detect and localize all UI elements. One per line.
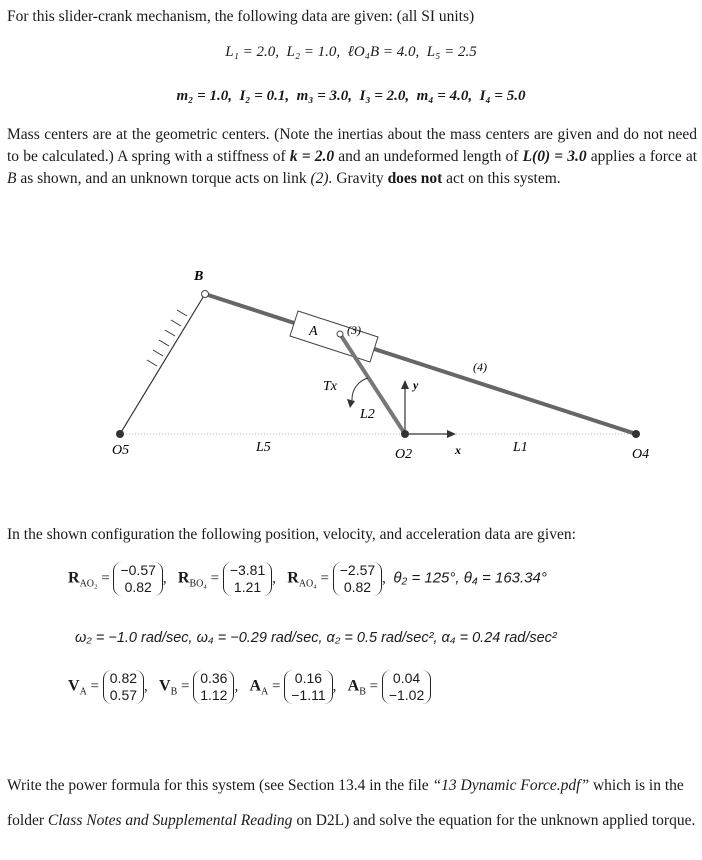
V-B-vector <box>193 670 234 704</box>
V-A-sub: A <box>79 686 87 698</box>
given-masses <box>0 88 702 105</box>
para1-text-e: Gravity <box>336 170 384 187</box>
problem-paragraph <box>7 124 697 190</box>
inertia-I3: I₃ = 2.0, <box>359 88 410 104</box>
inertia-I2: I₂ = 0.1, <box>239 88 290 104</box>
R-AO2-sub: AO₂ <box>79 578 98 590</box>
slider-block <box>290 311 378 362</box>
spring-stiffness: k = 2.0 <box>289 148 335 165</box>
closing-paragraph <box>7 768 697 838</box>
x-arrow <box>447 430 456 438</box>
vel-acc-row: $V_A$ = 0.82 0.57 , $V_B$ = 0.36 1.12 , $A_A$ = 0.16 −1.11 , $A_B$ = 0.04 −1.02 <box>68 670 431 704</box>
para1-text-b: and an undeformed length of <box>338 148 519 165</box>
torque-arc <box>352 378 368 400</box>
folder-reference: Class Notes and Supplemental Reading <box>47 812 293 829</box>
A-A-x: 0.16 <box>294 670 323 686</box>
para1-text-a: Mass centers are at the geometric centers. (Note the inertias about the mass centers are given and do not need to be calculated.) A spring with a stiffness of <box>7 126 697 165</box>
ground-O4 <box>632 430 640 438</box>
para1-text-c: applies a force at <box>590 148 698 165</box>
A-B-vector <box>382 670 431 704</box>
R-AO2-vector <box>113 562 162 596</box>
spring <box>120 294 205 434</box>
undeformed-length: L(0) = 3.0 <box>522 148 587 165</box>
R-BO4-sub: BO₄ <box>189 578 207 590</box>
closing-text-c: on D2L) and solve the equation for the unknown applied torque. <box>296 812 696 829</box>
label-O2: O2 <box>395 447 413 462</box>
label-B: B <box>194 269 204 284</box>
A-B-x: 0.04 <box>392 670 421 686</box>
inertia-I4: I₄ = 5.0 <box>479 88 526 104</box>
V-B-y: 1.12 <box>200 687 228 703</box>
A-A-y: −1.11 <box>291 687 326 703</box>
label-L1: L1 <box>513 440 528 455</box>
mass-m4: m₄ = 4.0, <box>416 88 473 104</box>
label-L5: L5 <box>256 440 271 455</box>
label-link4: (4) <box>473 360 487 374</box>
A-B-label: A <box>347 677 360 695</box>
R-BO4-label: R <box>177 569 190 587</box>
R-AO4-label: R <box>287 569 299 587</box>
R-AO2-y: 0.82 <box>124 579 152 595</box>
pin-B <box>202 291 209 298</box>
R-AO4-vector <box>333 562 382 596</box>
R-AO2-x: −0.57 <box>120 562 156 578</box>
does-not-emphasis: does not <box>387 170 443 187</box>
y-arrow <box>401 380 409 389</box>
label-Tx: Tx <box>323 379 337 394</box>
label-link3: (3) <box>347 323 361 337</box>
length-L5: L₅ = 2.5 <box>426 44 477 60</box>
label-O5: O5 <box>112 443 130 458</box>
A-A-label: A <box>249 677 262 695</box>
position-row: $R_{AO_2}$ = −0.57 0.82 , $R_{BO_4}$ = −3.81 1.21 , $R_{AO_4}$ = −2.57 0.82 , θ₂ = 125°, θ₄ = 163.34° <box>68 562 547 595</box>
R-AO2-label: R <box>68 569 80 587</box>
label-x: x <box>455 443 461 457</box>
para1-text-f: act on this system. <box>446 170 561 187</box>
theta-values: θ₂ = 125°, θ₄ = 163.34° <box>393 569 547 587</box>
V-A-vector <box>103 670 144 704</box>
V-B-x: 0.36 <box>200 670 228 686</box>
R-BO4-vector <box>223 562 272 596</box>
angular-rates: ω₂ = −1.0 rad/sec, ω₄ = −0.29 rad/sec, α₂ = 0.5 rad/sec², α₄ = 0.24 rad/sec² <box>75 630 557 646</box>
para1-text-d: as shown, and an unknown torque acts on link <box>20 170 307 187</box>
V-B-sub: B <box>170 686 178 698</box>
A-B-y: −1.02 <box>388 687 425 703</box>
A-B-sub: B <box>359 686 366 698</box>
label-A: A <box>309 324 318 339</box>
point-B-ref: B <box>7 170 17 187</box>
V-A-y: 0.57 <box>109 687 138 703</box>
V-A-x: 0.82 <box>109 670 138 686</box>
R-AO4-y: 0.82 <box>343 579 372 595</box>
R-BO4-y: 1.21 <box>233 579 262 595</box>
pin-A <box>337 331 343 337</box>
V-A-label: V <box>68 677 80 695</box>
mass-m2: m₂ = 1.0, <box>176 88 232 104</box>
length-L2: L₂ = 1.0, <box>286 44 341 60</box>
mechanism-diagram <box>0 258 702 473</box>
R-AO4-x: −2.57 <box>339 562 376 578</box>
link-ref: (2). <box>310 170 333 187</box>
closing-text-b: which is in the folder <box>7 777 684 829</box>
config-intro: In the shown configuration the following position, velocity, and acceleration data are given: <box>7 526 576 543</box>
length-L1: L₁ = 2.0, <box>225 44 279 60</box>
closing-text-a: Write the power formula for this system (see Section 13.4 in the file <box>7 777 429 794</box>
link-4 <box>205 294 636 434</box>
intro-text: For this slider-crank mechanism, the following data are given: (all SI units) <box>7 8 475 25</box>
V-B-label: V <box>159 677 171 695</box>
torque-arrow <box>347 399 355 408</box>
A-A-sub: A <box>261 686 269 698</box>
R-AO4-sub: AO₄ <box>298 578 317 590</box>
ground-O5 <box>116 430 124 438</box>
length-O4B: ℓO₄B = 4.0, <box>347 44 420 60</box>
A-A-vector <box>284 670 332 704</box>
label-y: y <box>413 378 419 392</box>
label-O4: O4 <box>632 447 650 462</box>
mass-m3: m₃ = 3.0, <box>296 88 353 104</box>
label-L2: L2 <box>360 407 375 422</box>
file-reference: “13 Dynamic Force.pdf” <box>432 777 590 794</box>
given-lengths <box>0 44 702 61</box>
R-BO4-x: −3.81 <box>229 562 266 578</box>
